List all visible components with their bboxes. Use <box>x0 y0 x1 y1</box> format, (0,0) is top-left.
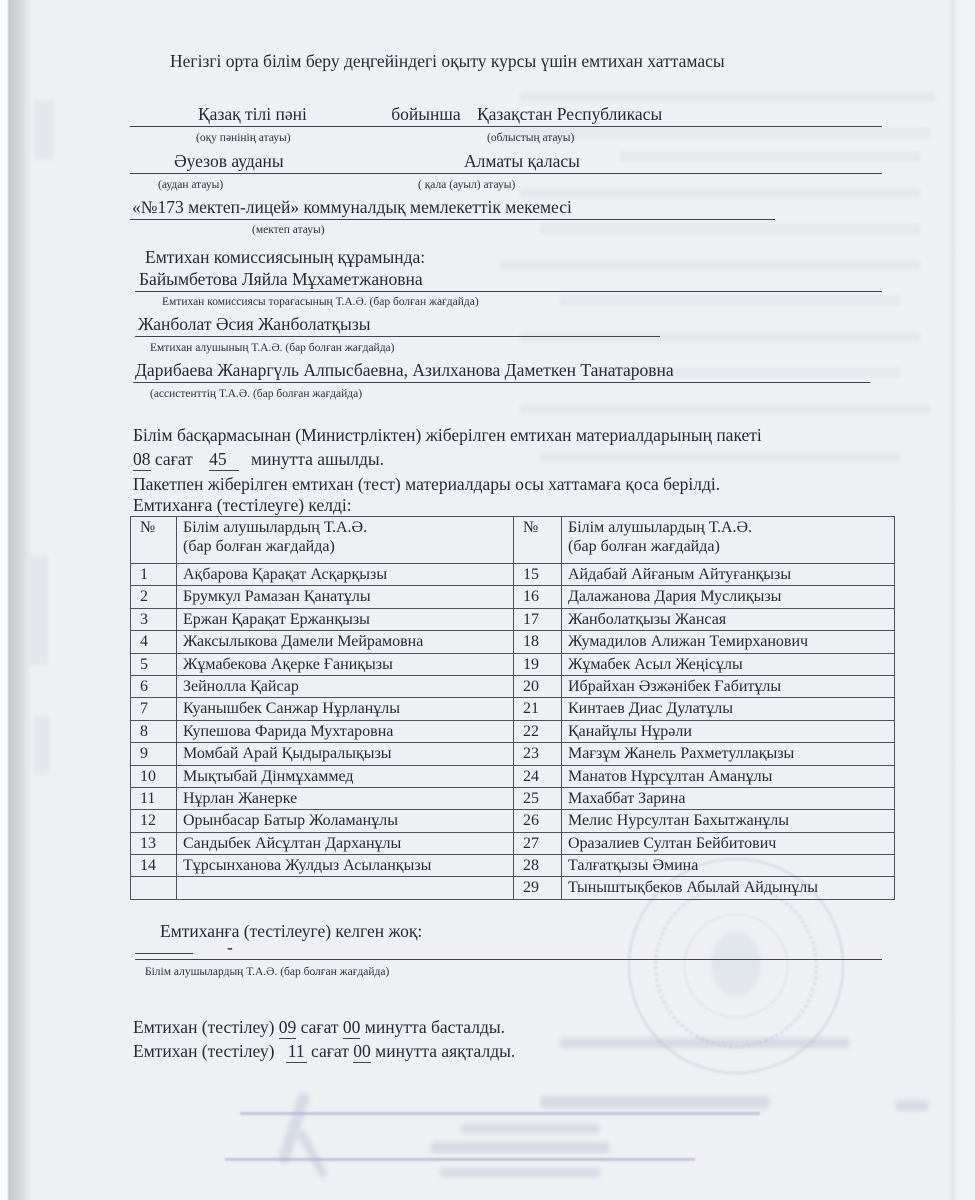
table-row <box>131 743 895 765</box>
examiner-name: Жанболат Әсия Жанболатқызы <box>138 314 371 334</box>
row-number-cell: 13 <box>131 832 177 854</box>
row-number-cell: 26 <box>514 810 562 832</box>
row-number-cell: 8 <box>131 720 177 742</box>
student-name-cell: Купешова Фарида Мухтаровна <box>177 720 514 742</box>
subject-region-line <box>130 103 882 127</box>
examiner-caption: Емтихан алушының Т.А.Ә. (бар болған жағдайда) <box>150 342 395 354</box>
row-number-cell: 24 <box>514 765 562 787</box>
region-value: Қазақстан Республикасы <box>476 104 663 124</box>
subject-value: Қазақ тілі пәні <box>198 104 307 124</box>
student-name-cell: Оразалиев Султан Бейбитович <box>562 832 895 854</box>
col-name-header <box>177 517 514 564</box>
district-caption: (аудан атауы) <box>158 179 224 191</box>
student-name-cell: Талғатқызы Әмина <box>562 855 895 877</box>
school-value: «№173 мектеп-лицей» коммуналдық мемлекеттік мекемесі <box>132 197 572 217</box>
row-number-cell: 25 <box>514 787 562 809</box>
student-name-cell: Жумадилов Алижан Темирханович <box>562 631 895 653</box>
city-caption: ( қала (ауыл) атауы) <box>418 179 516 191</box>
row-number-cell: 5 <box>131 653 177 675</box>
row-number-cell: 22 <box>514 720 562 742</box>
hour-word: сағат <box>300 1017 339 1037</box>
student-name-cell: Зейнолла Қайсар <box>177 675 514 697</box>
student-name-cell: Жұмабек Асыл Жеңісұлы <box>562 653 895 675</box>
student-name-cell: Мағзұм Жанель Рахметуллақызы <box>562 743 895 765</box>
student-name-cell: Ержан Қарақат Ержанқызы <box>177 608 514 630</box>
row-number-cell: 29 <box>514 877 562 899</box>
table-row <box>131 765 895 787</box>
row-number-cell: 15 <box>514 564 562 586</box>
col-name-header-line1: Білім алушылардың Т.А.Ә. <box>183 519 368 536</box>
commission-chair-caption: Емтихан комиссиясы торағасының Т.А.Ә. (бар болған жағдайда) <box>162 296 479 308</box>
student-name-cell: Манатов Нұрсұлтан Аманұлы <box>562 765 895 787</box>
assistants-caption: (ассистенттің Т.А.Ә. (бар болған жағдайда) <box>150 388 363 400</box>
assistants-names: Дарибаева Жанаргүль Алпысбаевна, Азилханова Даметкен Танатаровна <box>135 360 674 380</box>
exam-end-line <box>133 1040 515 1063</box>
table-row <box>131 608 895 630</box>
row-number-cell: 4 <box>131 631 177 653</box>
student-name-cell: Мелис Нурсултан Бахытжанұлы <box>562 810 895 832</box>
student-name-cell: Кинтаев Диас Дулатұлы <box>562 698 895 720</box>
table-row <box>131 787 895 809</box>
student-name-cell: Жұмабекова Ақерке Ғаниқызы <box>177 653 514 675</box>
start-suffix: минутта басталды. <box>364 1017 505 1037</box>
row-number-cell: 12 <box>131 810 177 832</box>
timing-prefix: Емтихан (тестілеу) <box>133 1041 275 1061</box>
end-hour: 11 <box>287 1041 305 1061</box>
student-name-cell: Мықтыбай Дінмұхаммед <box>177 765 514 787</box>
district-value: Әуезов ауданы <box>174 151 284 171</box>
row-number-cell: 21 <box>514 698 562 720</box>
packet-line2 <box>133 448 384 471</box>
school-caption: (мектеп атауы) <box>252 224 325 236</box>
end-suffix: минутта аяқталды. <box>375 1041 516 1061</box>
examiner-line <box>135 313 660 337</box>
student-name-cell: Тыныштықбеков Абылай Айдынұлы <box>562 877 895 899</box>
attendance-table-body <box>131 564 895 900</box>
row-number-cell: 3 <box>131 608 177 630</box>
row-number-cell: 2 <box>131 586 177 608</box>
packet-open-minute: 45 <box>209 448 239 471</box>
table-row <box>131 832 895 854</box>
packet-hour-word: сағат <box>154 449 193 469</box>
packet-opened-suffix: минутта ашылды. <box>251 449 384 469</box>
table-header-row <box>131 517 895 564</box>
row-number-cell: 6 <box>131 675 177 697</box>
row-number-cell: 11 <box>131 787 177 809</box>
row-number-cell: 1 <box>131 564 177 586</box>
city-value: Алматы қаласы <box>464 151 580 171</box>
col-number-header: № <box>131 517 177 564</box>
student-name-cell: Қанайұлы Нұрәли <box>562 720 895 742</box>
subject-caption: (оқу пәнінің атауы) <box>196 132 291 144</box>
student-name-cell: Тұрсынханова Жулдыз Асыланқызы <box>177 855 514 877</box>
assistants-line <box>133 359 870 383</box>
end-minute: 00 <box>353 1041 371 1061</box>
commission-chair-name: Байымбетова Ляйла Мұхаметжановна <box>139 269 423 289</box>
student-name-cell: Ақбарова Қарақат Асқарқызы <box>177 564 514 586</box>
page-title: Негізгі орта білім беру деңгейіндегі оқыту курсы үшін емтихан хаттамасы <box>170 51 725 71</box>
row-number-cell: 10 <box>131 765 177 787</box>
hour-word: сағат <box>311 1041 349 1061</box>
table-row <box>131 720 895 742</box>
packet-line1: Білім басқармасынан (Министрліктен) жіберілген емтихан материалдарының пакеті <box>133 425 762 445</box>
row-number-cell: 28 <box>514 855 562 877</box>
student-name-cell: Жаксылыкова Дамели Мейрамовна <box>177 631 514 653</box>
student-name-cell: Айдабай Айғаным Айтуғанқызы <box>562 564 895 586</box>
region-caption: (облыстың атауы) <box>487 132 575 144</box>
row-number-cell: 23 <box>514 743 562 765</box>
student-name-cell: Махаббат Зарина <box>562 787 895 809</box>
table-row <box>131 698 895 720</box>
student-name-cell <box>177 877 514 899</box>
start-minute: 00 <box>342 1017 361 1037</box>
absent-heading: Емтиханға (тестілеуге) келген жоқ: <box>160 921 423 941</box>
row-number-cell: 14 <box>131 855 177 877</box>
row-number-cell: 17 <box>514 608 562 630</box>
commission-chair-line <box>135 268 882 292</box>
district-city-line <box>130 150 882 174</box>
col-name-header-line1: Білім алушылардың Т.А.Ә. <box>568 519 753 536</box>
col-name-header-line2: (бар болған жағдайда) <box>568 538 720 555</box>
exam-start-line <box>133 1016 505 1039</box>
timing-prefix: Емтихан (тестілеу) <box>133 1017 275 1037</box>
attendance-table <box>130 516 895 900</box>
table-row <box>131 855 895 877</box>
col-number-header: № <box>514 517 562 564</box>
row-number-cell: 18 <box>514 631 562 653</box>
student-name-cell: Ибрайхан Әзжәнібек Ғабитұлы <box>562 675 895 697</box>
table-row <box>131 810 895 832</box>
student-name-cell: Орынбасар Батыр Жоламанұлы <box>177 810 514 832</box>
school-line <box>130 196 775 220</box>
table-row <box>131 564 895 586</box>
table-row <box>131 877 895 899</box>
row-number-cell: 9 <box>131 743 177 765</box>
commission-heading: Емтихан комиссиясының құрамында: <box>145 247 426 267</box>
row-number-cell: 20 <box>514 675 562 697</box>
absent-value: - <box>227 937 233 957</box>
student-name-cell: Брумкул Рамазан Қанатұлы <box>177 586 514 608</box>
row-number-cell: 19 <box>514 653 562 675</box>
table-row <box>131 675 895 697</box>
student-name-cell: Нұрлан Жанерке <box>177 787 514 809</box>
col-name-header-line2: (бар болған жағдайда) <box>183 538 335 555</box>
table-row <box>131 653 895 675</box>
table-row <box>131 586 895 608</box>
absent-caption: Білім алушылардың Т.А.Ә. (бар болған жағдайда) <box>145 966 390 978</box>
student-name-cell: Жанболатқызы Жансая <box>562 608 895 630</box>
row-number-cell <box>131 877 177 899</box>
absent-line <box>135 936 882 960</box>
student-name-cell: Сандыбек Айсұлтан Дарханұлы <box>177 832 514 854</box>
col-name-header <box>562 517 895 564</box>
table-row <box>131 631 895 653</box>
row-number-cell: 16 <box>514 586 562 608</box>
attendance-heading: Емтиханға (тестілеуге) келді: <box>133 495 352 515</box>
row-number-cell: 27 <box>514 832 562 854</box>
student-name-cell: Далажанова Дария Муслиқызы <box>562 586 895 608</box>
subject-middle-word: бойынша <box>391 104 461 124</box>
row-number-cell: 7 <box>131 698 177 720</box>
student-name-cell: Момбай Арай Қыдыралықызы <box>177 743 514 765</box>
start-hour: 09 <box>278 1017 297 1037</box>
packet-open-hour: 08 <box>133 449 151 469</box>
packet-line3: Пакетпен жіберілген емтихан (тест) материалдары осы хаттамаға қоса берілді. <box>133 474 721 494</box>
student-name-cell: Куанышбек Санжар Нұрланұлы <box>177 698 514 720</box>
